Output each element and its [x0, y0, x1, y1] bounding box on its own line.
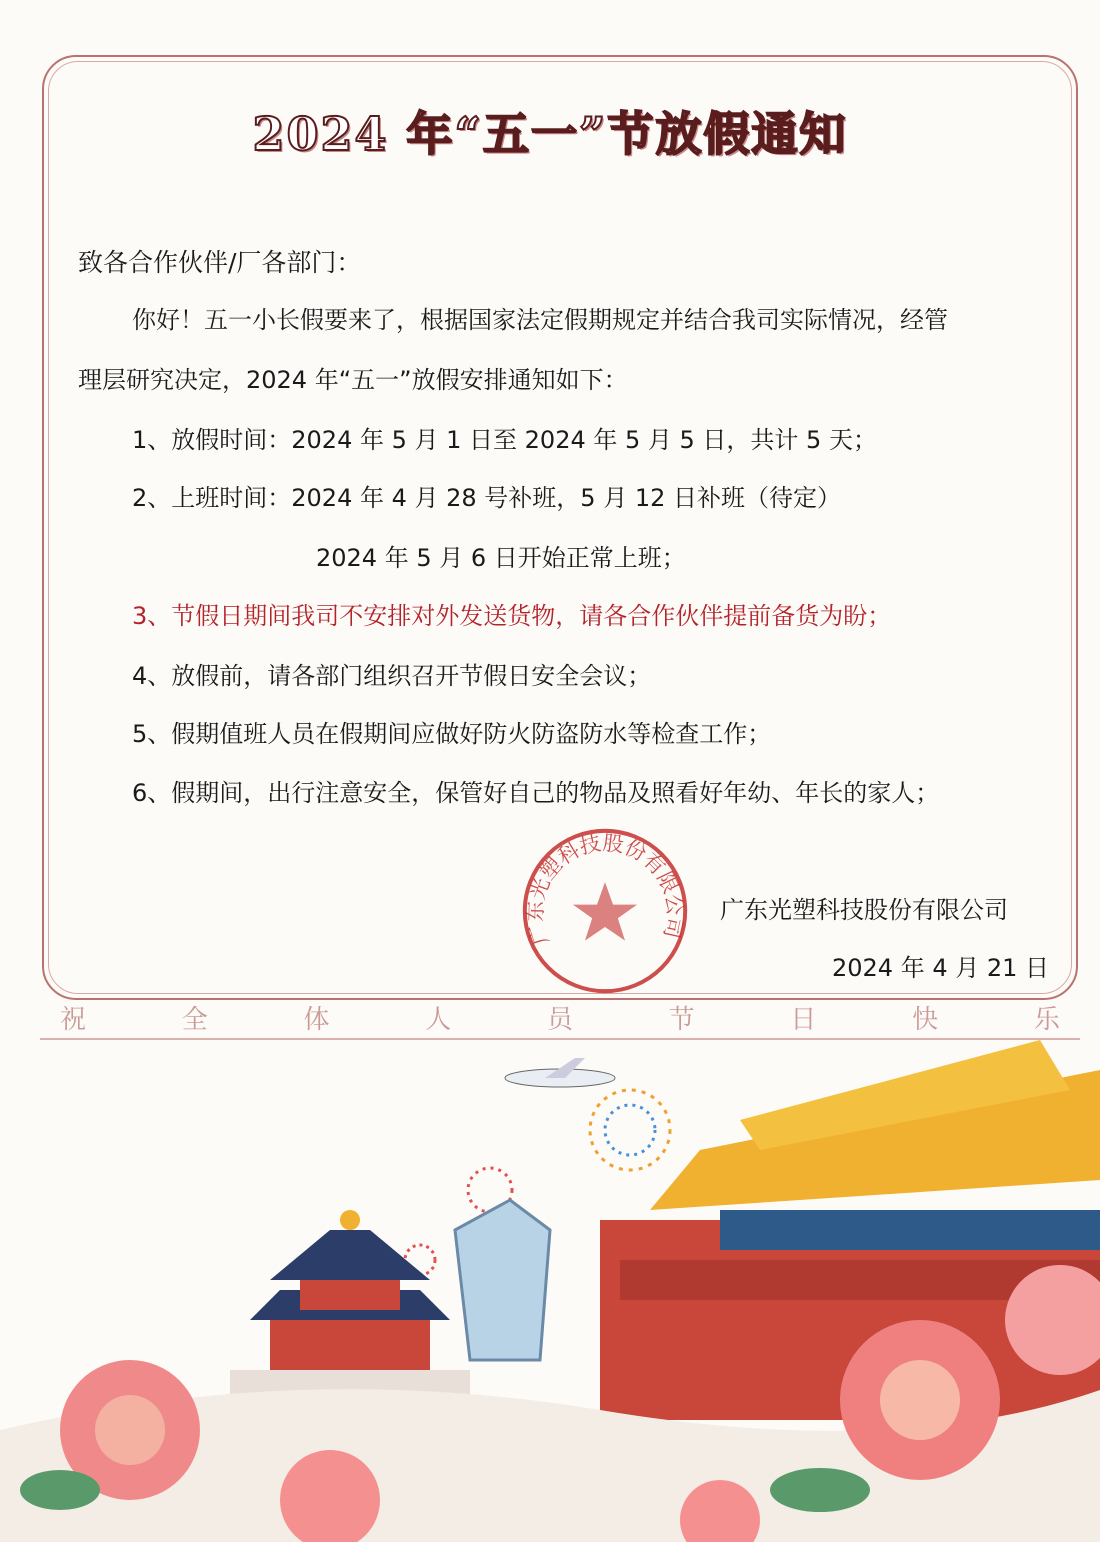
company-seal [520, 826, 690, 996]
item-3: 3、节假日期间我司不安排对外发送货物，请各合作伙伴提前备货为盼； [132, 602, 892, 630]
item-2: 2、上班时间：2024 年 4 月 28 号补班，5 月 12 日补班（待定） [132, 484, 841, 512]
blessing-char: 全 [181, 1005, 208, 1035]
seal-text: 广东光塑科技股份有限公司 [523, 830, 688, 948]
item-4: 4、放假前，请各部门组织召开节假日安全会议； [132, 662, 652, 690]
festival-illustration [0, 1030, 1100, 1542]
blessing-char: 人 [425, 1005, 452, 1035]
cctv-tower-icon [455, 1200, 550, 1360]
blessing-char: 日 [790, 1005, 817, 1035]
signature-date: 2024 年 4 月 21 日 [832, 954, 1050, 982]
salutation: 致各合作伙伴/厂各部门： [78, 248, 362, 277]
blessing-char: 乐 [1033, 1005, 1060, 1035]
intro-line-1: 你好！五一小长假要来了，根据国家法定假期规定并结合我司实际情况，经管 [132, 306, 948, 334]
blessing-char: 体 [303, 1005, 330, 1035]
notice-title: 2024 年“五一”节放假通知 [252, 107, 848, 161]
item-6: 6、假期间，出行注意安全，保管好自己的物品及照看好年幼、年长的家人； [132, 779, 940, 807]
blessing-char: 祝 [60, 1005, 87, 1035]
item-1: 1、放假时间：2024 年 5 月 1 日至 2024 年 5 月 5 日，共计 5 天； [132, 426, 877, 454]
item-5: 5、假期值班人员在假期间应做好防火防盗防水等检查工作； [132, 720, 772, 748]
signature-company: 广东光塑科技股份有限公司 [720, 896, 1008, 924]
intro-line-2: 理层研究决定，2024 年“五一”放假安排通知如下： [78, 366, 628, 394]
star-icon [573, 882, 637, 941]
blessing-char: 快 [912, 1005, 939, 1035]
item-2-continued: 2024 年 5 月 6 日开始正常上班； [316, 544, 686, 572]
blessing-char: 员 [546, 1005, 573, 1035]
airplane-icon [505, 1058, 615, 1087]
temple-of-heaven-icon [230, 1210, 470, 1410]
blessing-char: 节 [668, 1005, 695, 1035]
